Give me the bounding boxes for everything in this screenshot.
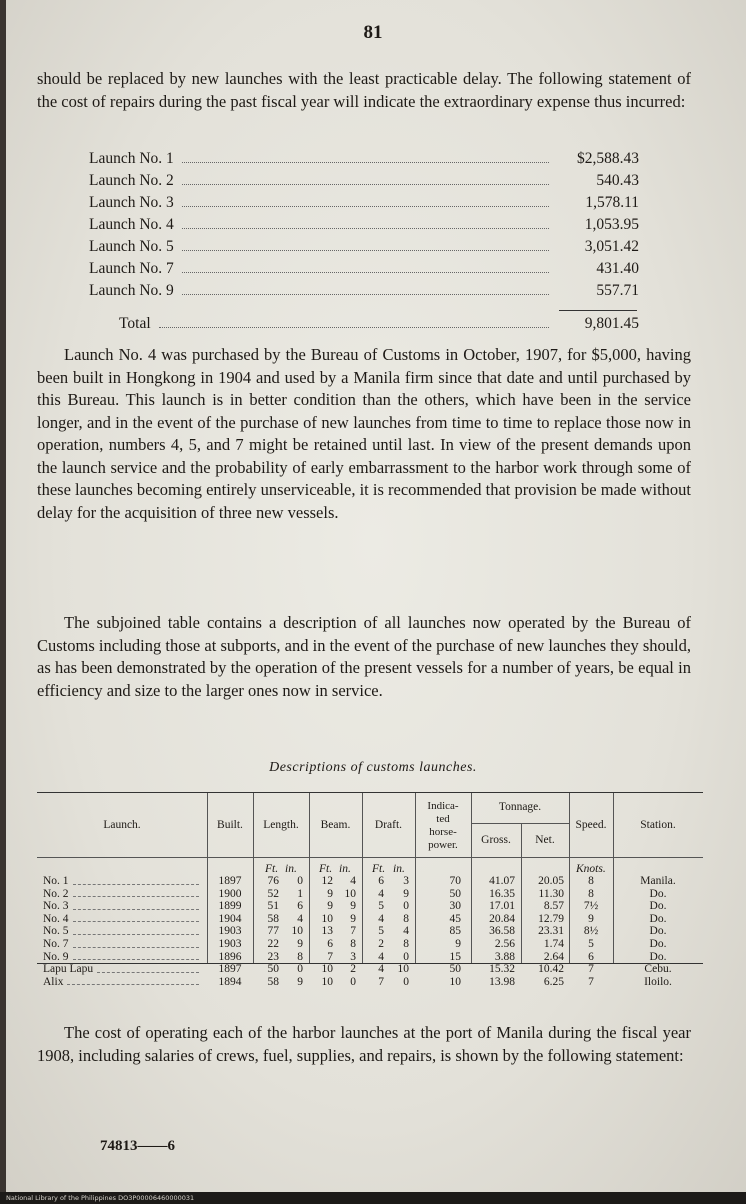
leader-dots [67,976,199,986]
cell-beam-in: 2 [350,963,356,976]
leader-dots [182,294,549,295]
cell-horsepower: 10 [449,975,461,988]
table-caption: Descriptions of customs launches. [269,760,477,775]
cell-speed: 8 [588,875,594,887]
table-row-label [43,938,201,951]
cell-launch: No. 2 [43,887,69,900]
cell-launch: No. 3 [43,900,69,913]
cell-length-in: 9 [297,937,303,950]
cell-beam-in: 10 [344,887,356,900]
column-beam-ft [315,875,333,988]
cell-beam-ft: 13 [321,925,333,938]
cell-length-ft: 76 [267,875,279,887]
cell-length-in: 4 [297,912,303,925]
cell-gross: 41.07 [489,875,515,887]
column-station [613,875,703,988]
repair-cost-amount: 3,051.42 [584,238,639,255]
cell-horsepower: 30 [449,900,461,913]
table-row-label [43,888,201,901]
column-built [207,875,253,988]
cell-launch: Lapu Lapu [43,963,94,976]
cell-horsepower: 50 [449,887,461,900]
header-station: Station. [640,819,676,831]
cell-built: 1897 [218,875,242,887]
cell-station: Manila. [640,875,676,887]
header-horsepower [415,800,471,852]
column-draft-in [391,875,409,988]
cell-speed: 8½ [583,925,599,938]
binding-edge [0,0,6,1204]
cell-draft-in: 4 [403,925,409,938]
cell-length-ft: 52 [267,887,279,900]
cell-draft-ft: 2 [378,937,384,950]
leader-dots [97,963,199,973]
leader-dots [182,162,549,163]
cell-beam-ft: 9 [327,900,333,913]
cell-net: 2.64 [543,950,564,963]
repair-cost-label: Launch No. 1 [89,150,174,167]
cell-draft-ft: 5 [378,900,384,913]
repair-cost-label: Launch No. 4 [89,216,174,233]
cell-draft-in: 0 [403,900,409,913]
paragraph-table-intro: The subjoined table contains a description of all launches now operated by the Bureau of Customs including those at subports, and in the event of the purchase of new launches they should, as has been demonstrated by the operation of the present vessels for a number of years, be equal in efficiency and size to the larger ones now in service. [37,613,691,700]
cell-beam-ft: 6 [327,937,333,950]
cell-beam-in: 7 [350,925,356,938]
cell-length-ft: 58 [267,912,279,925]
cell-built: 1899 [218,900,242,913]
paragraph-launch-4: Launch No. 4 was purchased by the Bureau of Customs in October, 1907, for $5,000, having been built in Hongkong in 1904 and used by a Manila firm since that date and until purchased by this Bureau. This launch is in better condition than the others, which have been in the service longer, and in the event of the purchase of new launches from time to time to replace those now in operation, numbers 4, 5, and 7 might be retained until last. In view of the present demands upon the launch service and the probability of early embarrassment to the harbor work through some of these launches becoming entirely unserviceable, it is recommended that provision be made without delay for the acquisition of three new vessels. [37,345,691,522]
leader-dots [73,888,199,898]
total-rule [559,310,637,311]
cell-built: 1903 [218,925,242,938]
cell-station: Do. [649,887,667,900]
cell-length-in: 0 [297,875,303,887]
repair-cost-label: Launch No. 5 [89,238,174,255]
cell-built: 1896 [218,950,242,963]
cell-speed: 6 [588,950,594,963]
cell-net: 6.25 [543,975,564,988]
header-speed: Speed. [575,819,607,831]
cell-station: Iloilo. [644,975,672,988]
cell-beam-ft: 10 [321,975,333,988]
cell-draft-ft: 6 [378,875,384,887]
cell-station: Cebu. [644,963,672,976]
cell-launch: Alix [43,975,64,988]
repair-cost-row [89,216,639,238]
leader-dots [73,951,199,961]
total-label: Total [119,315,151,332]
cell-beam-in: 8 [350,937,356,950]
repair-cost-row [89,150,639,172]
cell-beam-in: 0 [350,975,356,988]
leader-dots [159,327,549,328]
cell-draft-in: 3 [403,875,409,887]
cell-speed: 8 [588,887,594,900]
signature-mark: 74813——6 [100,1138,175,1154]
cell-gross: 36.58 [489,925,515,938]
repair-cost-row [89,260,639,282]
cell-launch: No. 1 [43,875,69,887]
cell-gross: 15.32 [489,963,515,976]
cell-gross: 2.56 [494,937,515,950]
repair-cost-label: Launch No. 7 [89,260,174,277]
cell-gross: 20.84 [489,912,515,925]
cell-net: 12.79 [538,912,564,925]
cell-length-ft: 23 [267,950,279,963]
header-horsepower-line: power. [428,839,458,851]
leader-dots [73,938,199,948]
repair-cost-amount: 1,578.11 [585,194,639,211]
cell-horsepower: 15 [449,950,461,963]
cell-built: 1903 [218,937,242,950]
cell-beam-ft: 12 [321,875,333,887]
unit-in: in. [393,863,405,875]
repair-cost-row [89,194,639,216]
repair-cost-amount: 540.43 [596,172,639,189]
cell-beam-ft: 7 [327,950,333,963]
total-amount: 9,801.45 [584,315,639,332]
cell-draft-ft: 4 [378,887,384,900]
unit-in: in. [285,863,297,875]
cell-built: 1900 [218,887,242,900]
leader-dots [73,900,199,910]
cell-draft-ft: 4 [378,963,384,976]
header-tonnage: Tonnage. [498,801,542,813]
leader-dots [182,272,549,273]
cell-beam-in: 9 [350,900,356,913]
unit-in: in. [339,863,351,875]
cell-draft-in: 9 [403,887,409,900]
header-beam: Beam. [320,819,351,831]
cell-speed: 5 [588,937,594,950]
column-length-in [285,875,303,988]
leader-dots [182,206,549,207]
cell-gross: 3.88 [494,950,515,963]
cell-length-in: 10 [291,925,303,938]
unit-ft: Ft. [265,863,279,875]
cell-horsepower: 50 [449,963,461,976]
cell-draft-in: 10 [397,963,409,976]
table-row-label [43,875,201,888]
cell-length-in: 1 [297,887,303,900]
cell-horsepower: 70 [449,875,461,887]
column-draft-ft [368,875,384,988]
table-row-label [43,976,201,989]
unit-ft: Ft. [319,863,333,875]
cell-beam-in: 3 [350,950,356,963]
column-gross [475,875,515,988]
table-row-label [43,900,201,913]
cell-draft-ft: 4 [378,950,384,963]
column-length-ft [259,875,279,988]
repair-cost-label: Launch No. 9 [89,282,174,299]
leader-dots [73,875,199,885]
cell-draft-in: 8 [403,912,409,925]
cell-length-ft: 77 [267,925,279,938]
cell-horsepower: 45 [449,912,461,925]
header-horsepower-line: horse- [429,826,457,838]
cell-length-ft: 22 [267,937,279,950]
cell-draft-ft: 7 [378,975,384,988]
cell-built: 1897 [218,963,242,976]
cell-launch: No. 7 [43,937,69,950]
repair-cost-row [89,172,639,194]
repair-cost-amount: 1,053.95 [584,216,639,233]
cell-speed: 7 [588,963,594,976]
leader-dots [73,925,199,935]
cell-built: 1894 [218,975,242,988]
table-row-label [43,963,201,976]
cell-launch: No. 4 [43,912,69,925]
cell-station: Do. [649,950,667,963]
column-horsepower [429,875,461,988]
cell-gross: 17.01 [489,900,515,913]
header-draft: Draft. [374,819,403,831]
leader-dots [73,913,199,923]
cell-net: 11.30 [538,887,564,900]
cell-net: 20.05 [538,875,564,887]
cell-speed: 7 [588,975,594,988]
cell-draft-in: 0 [403,950,409,963]
total-row [89,315,639,337]
cell-length-in: 0 [297,963,303,976]
cell-beam-ft: 9 [327,887,333,900]
header-launch: Launch. [103,819,141,831]
cell-launch: No. 9 [43,950,69,963]
cell-station: Do. [649,912,667,925]
cell-net: 23.31 [538,925,564,938]
header-rule [37,857,703,858]
column-net [524,875,564,988]
repair-cost-label: Launch No. 2 [89,172,174,189]
launch-table [37,792,703,988]
cell-net: 10.42 [538,963,564,976]
column-rule [471,793,472,963]
cell-speed: 7½ [583,900,599,913]
cell-draft-ft: 4 [378,912,384,925]
cell-station: Do. [649,900,667,913]
cell-horsepower: 85 [449,925,461,938]
cell-length-in: 6 [297,900,303,913]
header-length: Length. [263,819,299,831]
header-gross: Gross. [481,834,511,846]
tonnage-rule [471,823,569,824]
cell-gross: 16.35 [489,887,515,900]
leader-dots [182,184,549,185]
repair-cost-amount: 431.40 [596,260,639,277]
cell-built: 1904 [218,912,242,925]
cell-draft-in: 0 [403,975,409,988]
table-row-label [43,913,201,926]
unit-ft: Ft. [372,863,386,875]
paragraph-operating-cost: The cost of operating each of the harbor launches at the port of Manila during the fiscal year 1908, including salaries of crews, fuel, supplies, and repairs, is shown by the following statement: [37,1023,691,1065]
cell-length-ft: 51 [267,900,279,913]
leader-dots [182,228,549,229]
cell-beam-ft: 10 [321,963,333,976]
cell-horsepower: 9 [455,937,461,950]
header-horsepower-line: ted [436,813,450,825]
repair-cost-amount: 557.71 [596,282,639,299]
page-number: 81 [363,22,383,43]
cell-length-ft: 50 [267,963,279,976]
table-row-label [43,925,201,938]
column-beam-in [338,875,356,988]
repair-cost-row [89,282,639,304]
header-built: Built. [217,819,243,831]
cell-draft-in: 8 [403,937,409,950]
intro-paragraph: should be replaced by new launches with the least practicable delay. The following statement of the cost of repairs during the past fiscal year will indicate the extraordinary expense thus incurred: [37,69,691,111]
scan-footer: National Library of the Philippines DO3P00006460000031 [0,1192,746,1204]
cell-station: Do. [649,937,667,950]
cell-launch: No. 5 [43,925,69,938]
cell-gross: 13.98 [489,975,515,988]
column-speed [569,875,613,988]
table-row-label [43,951,201,964]
cell-length-ft: 58 [267,975,279,988]
column-launch [43,875,201,988]
cell-net: 1.74 [543,937,564,950]
cell-beam-ft: 10 [321,912,333,925]
cell-length-in: 8 [297,950,303,963]
header-net: Net. [535,834,555,846]
repair-cost-list [89,150,639,337]
cell-draft-ft: 5 [378,925,384,938]
repair-cost-label: Launch No. 3 [89,194,174,211]
cell-net: 8.57 [543,900,564,913]
header-horsepower-line: Indica- [427,800,459,812]
cell-beam-in: 9 [350,912,356,925]
cell-speed: 9 [588,912,594,925]
repair-cost-amount: $2,588.43 [577,150,639,167]
cell-beam-in: 4 [350,875,356,887]
repair-cost-row [89,238,639,260]
leader-dots [182,250,549,251]
cell-station: Do. [649,925,667,938]
unit-knots: Knots. [576,863,606,875]
cell-length-in: 9 [297,975,303,988]
